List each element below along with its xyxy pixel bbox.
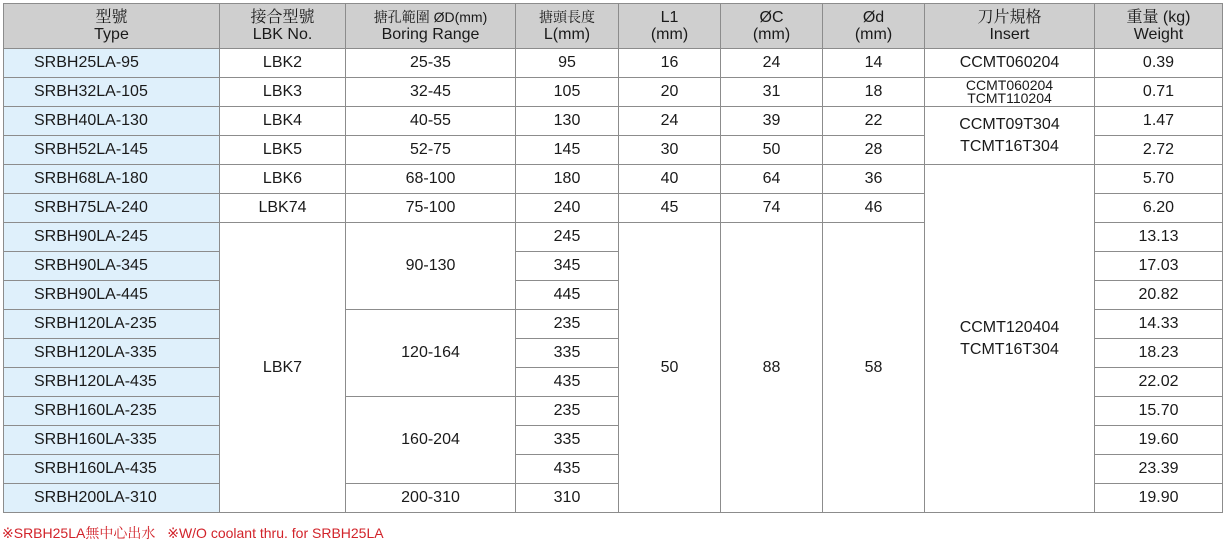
weight-cell: 1.47 [1095,107,1223,136]
l1-cell: 40 [619,165,721,194]
boring-range-cell: 120-164 [346,310,516,397]
l1-cell: 20 [619,78,721,107]
l1-cell: 16 [619,49,721,78]
length-cell: 335 [516,339,619,368]
type-cell: SRBH68LA-180 [4,165,220,194]
table-header [4,4,1223,49]
boring-range-cell: 25-35 [346,49,516,78]
footnote-zh: ※SRBH25LA無中心出水 [2,525,156,541]
weight-cell: 5.70 [1095,165,1223,194]
table-row [4,78,1223,107]
type-cell: SRBH75LA-240 [4,194,220,223]
boring-range-cell: 200-310 [346,484,516,513]
oc-cell: 50 [721,136,823,165]
table-row [4,165,1223,194]
insert-line: TCMT16T304 [960,340,1059,358]
od-cell: 36 [823,165,925,194]
boring-range-cell: 90-130 [346,223,516,310]
header-weight: 重量 (kg) Weight [1095,4,1223,49]
boring-range-cell: 75-100 [346,194,516,223]
insert-cell: CCMT060204 [925,49,1095,78]
table-row [4,107,1223,136]
type-cell: SRBH32LA-105 [4,78,220,107]
lbk-cell: LBK6 [220,165,346,194]
length-cell: 435 [516,368,619,397]
boring-range-cell: 32-45 [346,78,516,107]
length-cell: 130 [516,107,619,136]
length-cell: 145 [516,136,619,165]
header-od: Ød (mm) [823,4,925,49]
boring-range-cell: 40-55 [346,107,516,136]
length-cell: 445 [516,281,619,310]
length-cell: 435 [516,455,619,484]
length-cell: 95 [516,49,619,78]
type-cell: SRBH160LA-435 [4,455,220,484]
type-cell: SRBH160LA-235 [4,397,220,426]
insert-line: CCMT09T304 [959,115,1060,133]
od-cell: 58 [823,223,925,513]
lbk-cell: LBK2 [220,49,346,78]
insert-line: CCMT120404 [959,318,1060,336]
type-cell: SRBH160LA-335 [4,426,220,455]
lbk-cell: LBK7 [220,223,346,513]
length-cell: 105 [516,78,619,107]
od-cell: 22 [823,107,925,136]
weight-cell: 18.23 [1095,339,1223,368]
lbk-cell: LBK3 [220,78,346,107]
type-cell: SRBH200LA-310 [4,484,220,513]
type-cell: SRBH120LA-235 [4,310,220,339]
insert-line: TCMT16T304 [960,137,1059,155]
boring-range-cell: 52-75 [346,136,516,165]
header-lbk: 接合型號 LBK No. [220,4,346,49]
boring-range-cell: 160-204 [346,397,516,484]
od-cell: 18 [823,78,925,107]
length-cell: 335 [516,426,619,455]
weight-cell: 19.60 [1095,426,1223,455]
type-cell: SRBH52LA-145 [4,136,220,165]
weight-cell: 20.82 [1095,281,1223,310]
weight-cell: 22.02 [1095,368,1223,397]
oc-cell: 64 [721,165,823,194]
length-cell: 240 [516,194,619,223]
table-row [4,49,1223,78]
od-cell: 28 [823,136,925,165]
weight-cell: 15.70 [1095,397,1223,426]
od-cell: 14 [823,49,925,78]
type-cell: SRBH90LA-345 [4,252,220,281]
header-insert: 刀片規格 Insert [925,4,1095,49]
length-cell: 345 [516,252,619,281]
type-cell: SRBH90LA-245 [4,223,220,252]
header-length: 搪頭長度 L(mm) [516,4,619,49]
lbk-cell: LBK74 [220,194,346,223]
lbk-cell: LBK5 [220,136,346,165]
oc-cell: 24 [721,49,823,78]
footnote [2,523,392,543]
insert-cell [925,165,1095,513]
oc-cell: 88 [721,223,823,513]
length-cell: 310 [516,484,619,513]
boring-range-cell: 68-100 [346,165,516,194]
insert-cell [925,78,1095,107]
type-cell: SRBH40LA-130 [4,107,220,136]
spec-table [3,3,1223,513]
length-cell: 235 [516,310,619,339]
length-cell: 245 [516,223,619,252]
footnote-en: ※W/O coolant thru. for SRBH25LA [167,525,384,541]
oc-cell: 31 [721,78,823,107]
l1-cell: 24 [619,107,721,136]
l1-cell: 45 [619,194,721,223]
oc-cell: 39 [721,107,823,136]
lbk-cell: LBK4 [220,107,346,136]
weight-cell: 19.90 [1095,484,1223,513]
weight-cell: 0.39 [1095,49,1223,78]
weight-cell: 13.13 [1095,223,1223,252]
weight-cell: 14.33 [1095,310,1223,339]
weight-cell: 2.72 [1095,136,1223,165]
type-cell: SRBH90LA-445 [4,281,220,310]
header-boring-range: 搪孔範圍 ØD(mm) Boring Range [346,4,516,49]
weight-cell: 23.39 [1095,455,1223,484]
length-cell: 235 [516,397,619,426]
insert-cell [925,107,1095,165]
weight-cell: 6.20 [1095,194,1223,223]
length-cell: 180 [516,165,619,194]
oc-cell: 74 [721,194,823,223]
insert-line: CCMT060204 [965,77,1054,93]
weight-cell: 17.03 [1095,252,1223,281]
od-cell: 46 [823,194,925,223]
l1-cell: 50 [619,223,721,513]
weight-cell: 0.71 [1095,78,1223,107]
l1-cell: 30 [619,136,721,165]
header-type: 型號 Type [4,4,220,49]
type-cell: SRBH120LA-435 [4,368,220,397]
header-oc: ØC (mm) [721,4,823,49]
header-l1: L1 (mm) [619,4,721,49]
type-cell: SRBH25LA-95 [4,49,220,78]
insert-line: TCMT110204 [967,90,1052,106]
type-cell: SRBH120LA-335 [4,339,220,368]
